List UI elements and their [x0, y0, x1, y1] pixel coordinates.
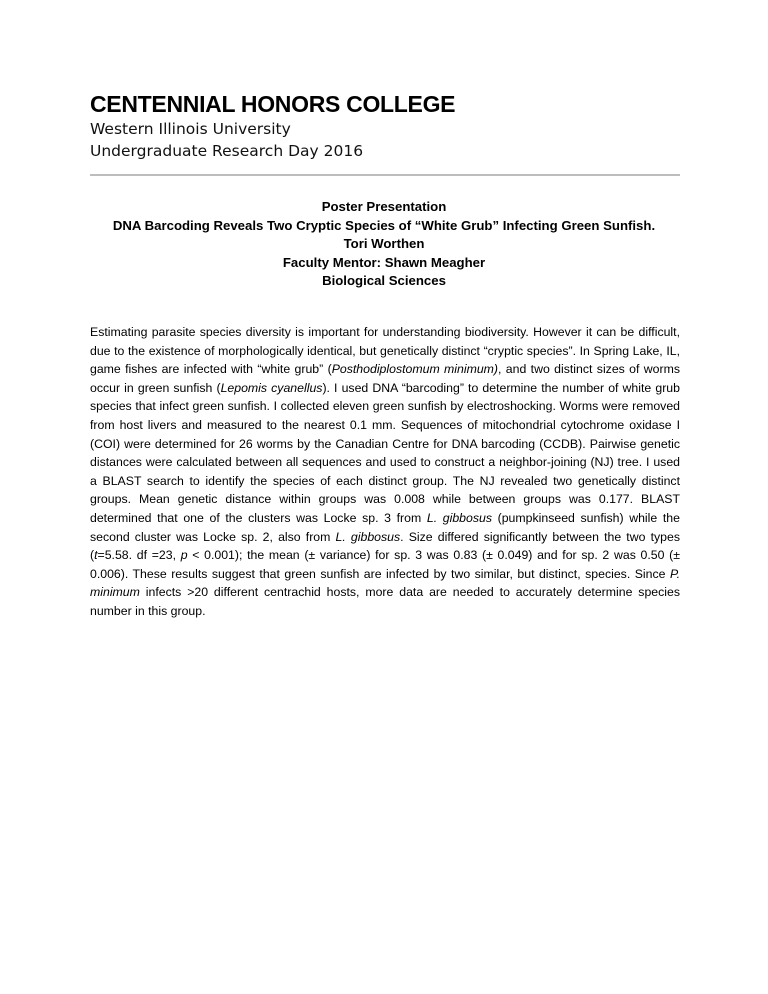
abstract-segment: =5.58. df =23, [97, 548, 181, 563]
abstract-segment: . Size differed significantly between the two types ( [90, 529, 680, 563]
title-block [60, 198, 708, 291]
abstract-segment: t [94, 548, 98, 563]
faculty-mentor: Faculty Mentor: Shawn Meagher [282, 254, 486, 270]
header-divider [90, 174, 680, 176]
college-name: CENTENNIAL HONORS COLLEGE [90, 91, 456, 117]
abstract-segment: Lepomis cyanellus [220, 380, 323, 395]
abstract-segment: Posthodiplostomum minimum) [331, 362, 499, 377]
abstract-segment: L. gibbosus [335, 529, 401, 544]
presentation-type: Poster Presentation [321, 199, 447, 214]
abstract-segment: P. minimum [90, 566, 680, 600]
abstract-segment: p [180, 548, 188, 563]
document-header [90, 90, 680, 162]
department: Biological Sciences [322, 273, 446, 288]
abstract-segment: L. gibbosus [426, 510, 492, 525]
abstract-paragraph [90, 323, 680, 621]
event-name: Undergraduate Research Day 2016 [90, 142, 364, 160]
author-name: Tori Worthen [343, 236, 425, 251]
abstract-segment: Estimating parasite species diversity is important for understanding biodiversity. However it can be difficult, due to the existence of morphologically identical, but genetically distinct “cryptic species”. In Spring Lake, IL, game fishes are infected with “white grub” ( [90, 325, 680, 377]
university-name: Western Illinois University [90, 120, 291, 138]
abstract-segment: < 0.001); the mean (± variance) for sp. 3 was 0.83 (± 0.049) and for sp. 2 was 0.50 (± 0.006). These results suggest that green sunfish are infected by two similar, but distinct, species. Since [90, 548, 681, 581]
presentation-title: DNA Barcoding Reveals Two Cryptic Species of “White Grub” Infecting Green Sunfish. [112, 217, 656, 233]
abstract-segment: (pumpkinseed sunfish) while the second cluster was Locke sp. 2, also from [90, 510, 680, 544]
abstract-segment: infects >20 different centrachid hosts, more data are needed to accurately determine species number in this group. [90, 585, 680, 618]
abstract-segment: , and two distinct sizes of worms occur in green sunfish ( [90, 362, 680, 395]
abstract-segment: ). I used DNA “barcoding” to determine the number of white grub species that infect green sunfish. I collected eleven green sunfish by electroshocking. Worms were removed from host livers and measured to the nearest 0.1 mm. Sequences of mitochondrial cytochrome oxidase I (COI) were determined for 26 worms by the Canadian Centre for DNA barcoding (CCDB). Pairwise genetic distances were calculated between all sequences and used to construct a neighbor-joining (NJ) tree. I used a BLAST search to identify the species of each distinct group. The NJ revealed two genetically distinct groups. Mean genetic distance within groups was 0.008 while between groups was 0.177. BLAST determined that one of the clusters was Locke sp. 3 from [90, 380, 680, 525]
